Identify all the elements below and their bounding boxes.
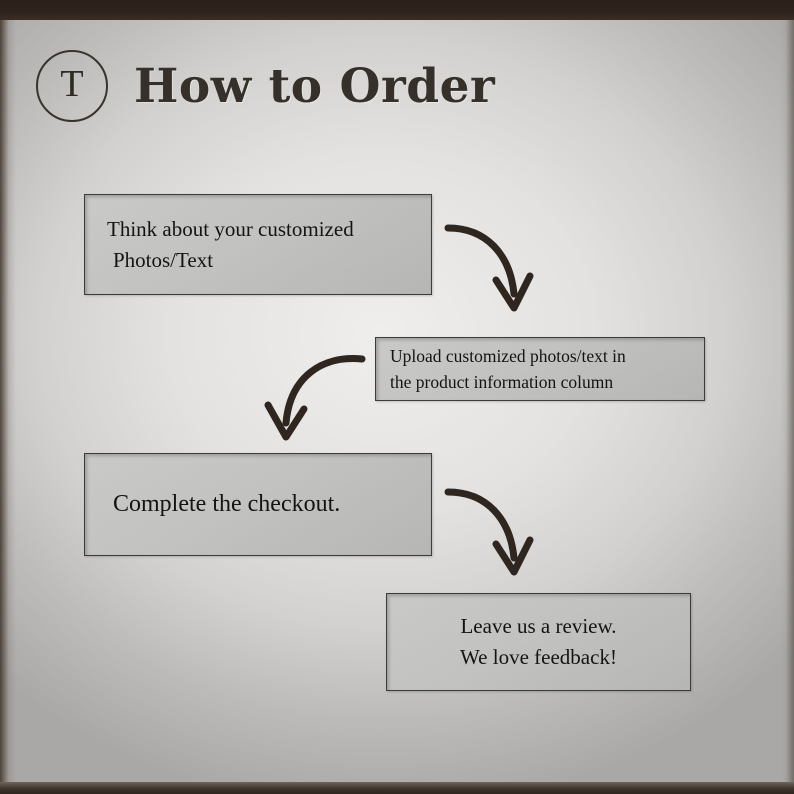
- flow-step-1-line-1: Think about your customized: [107, 217, 354, 242]
- top-border-bar: [0, 0, 794, 20]
- flow-step-4-line-2: We love feedback!: [460, 645, 617, 669]
- flow-step-4: [386, 593, 691, 691]
- logo-letter: T: [60, 63, 84, 105]
- flow-step-2: [375, 337, 705, 401]
- page-header: [36, 50, 495, 122]
- brand-logo-icon: [36, 50, 108, 122]
- flow-step-2-line-1: Upload customized photos/text in: [390, 345, 626, 366]
- arrow-down-left-icon-2: [258, 345, 368, 455]
- flow-step-1-line-2: Photos/Text: [113, 247, 214, 272]
- right-edge-shading: [780, 20, 794, 782]
- flow-step-3: [84, 453, 432, 556]
- arrow-down-right-icon-3: [444, 478, 554, 588]
- arrow-down-right-icon-1: [444, 214, 554, 324]
- flow-step-2-line-2: the product information column: [390, 372, 614, 392]
- left-edge-shading: [0, 20, 16, 782]
- bottom-border-bar: [0, 782, 794, 794]
- flow-step-1: [84, 194, 432, 295]
- page-title: How to Order: [134, 58, 496, 114]
- flow-step-3-line-1: Complete the checkout.: [113, 491, 341, 517]
- flow-step-4-line-1: Leave us a review.: [460, 613, 617, 638]
